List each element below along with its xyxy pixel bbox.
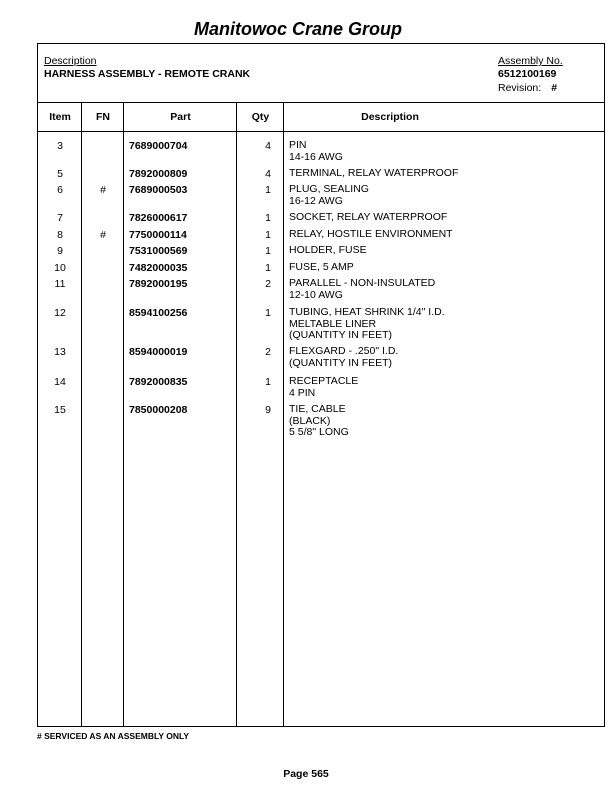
revision-label: Revision:: [498, 82, 542, 94]
part-number: 7750000114: [129, 229, 187, 241]
company-title: Manitowoc Crane Group: [193, 19, 402, 39]
description-line: TERMINAL, RELAY WATERPROOF: [289, 167, 459, 179]
part-number: 7689000503: [129, 184, 188, 196]
part-description: [289, 168, 458, 180]
description-line: FLEXGARD - .250" I.D.: [289, 345, 399, 357]
part-description: [289, 184, 369, 207]
description-line: (QUANTITY IN FEET): [289, 356, 393, 369]
item-number: 15: [54, 404, 66, 416]
quantity: 4: [265, 168, 271, 180]
part-description: [289, 376, 358, 399]
part-number: 7892000195: [129, 278, 188, 290]
quantity: 9: [265, 404, 271, 416]
description-line: 4 PIN: [289, 386, 316, 399]
assembly-header: [38, 44, 604, 103]
part-description: [289, 278, 435, 301]
quantity: 1: [265, 376, 271, 388]
description-line: HOLDER, FUSE: [289, 244, 367, 256]
description-line: PARALLEL - NON-INSULATED: [289, 277, 436, 289]
part-number: 7892000809: [129, 168, 188, 180]
part-description: [289, 245, 367, 257]
part-number: 7826000617: [129, 212, 188, 224]
parts-list-frame: [37, 43, 605, 727]
part-description: [289, 229, 453, 241]
quantity: 1: [265, 307, 271, 319]
column-header-fn: FN: [96, 111, 110, 123]
item-number: 10: [54, 262, 66, 274]
column-header-part: Part: [170, 111, 191, 123]
part-number: 8594000019: [129, 346, 188, 358]
quantity: 2: [265, 278, 271, 290]
description-line: (QUANTITY IN FEET): [289, 329, 393, 341]
assembly-number: 6512100169: [498, 68, 557, 80]
part-description: [289, 140, 343, 163]
description-line: SOCKET, RELAY WATERPROOF: [289, 211, 448, 223]
description-line: MELTABLE LINER: [289, 317, 377, 330]
description-label: Description: [44, 55, 97, 67]
column-divider: [283, 103, 284, 726]
description-line: TIE, CABLE: [289, 403, 346, 415]
quantity: 1: [265, 262, 271, 274]
footnote: # SERVICED AS AN ASSEMBLY ONLY: [37, 731, 190, 741]
revision: [498, 82, 557, 94]
column-header-qty: Qty: [251, 111, 270, 123]
quantity: 1: [265, 245, 271, 257]
item-number: 14: [54, 376, 66, 388]
quantity: 1: [265, 184, 271, 196]
description-line: PLUG, SEALING: [289, 183, 369, 195]
part-number: 8594100256: [129, 307, 188, 319]
part-description: [289, 346, 398, 369]
item-number: 6: [57, 184, 63, 196]
description-line: FUSE, 5 AMP: [289, 261, 354, 273]
description-line: 14-16 AWG: [289, 150, 343, 163]
item-number: 8: [57, 229, 63, 241]
part-number: 7892000835: [129, 376, 188, 388]
description-line: 12-10 AWG: [289, 288, 343, 301]
description-line: 16-12 AWG: [289, 194, 343, 207]
quantity: 2: [265, 346, 271, 358]
part-number: 7531000569: [129, 245, 188, 257]
part-number: 7689000704: [129, 140, 188, 152]
description-line: RELAY, HOSTILE ENVIRONMENT: [289, 228, 453, 240]
column-header-description: Description: [361, 111, 419, 123]
quantity: 1: [265, 212, 271, 224]
fn-marker: #: [100, 229, 106, 241]
description-line: RECEPTACLE: [289, 375, 359, 387]
assembly-number-label: Assembly No.: [498, 55, 563, 67]
item-number: 5: [57, 168, 63, 180]
column-header-item: Item: [49, 111, 71, 123]
part-description: [289, 212, 447, 224]
column-divider: [123, 103, 124, 726]
item-number: 3: [57, 140, 63, 152]
part-description: [289, 262, 354, 274]
item-number: 9: [57, 245, 63, 257]
description-line: TUBING, HEAT SHRINK 1/4" I.D.: [289, 306, 445, 318]
revision-value: #: [551, 82, 558, 94]
description-line: (BLACK): [289, 414, 331, 427]
part-description: [289, 404, 349, 439]
description-line: PIN: [289, 139, 307, 151]
part-description: [289, 307, 445, 342]
description-line: 5 5/8" LONG: [289, 426, 349, 438]
item-number: 11: [54, 278, 66, 290]
part-number: 7482000035: [129, 262, 188, 274]
part-number: 7850000208: [129, 404, 188, 416]
quantity: 1: [265, 229, 271, 241]
quantity: 4: [265, 140, 271, 152]
assembly-description: HARNESS ASSEMBLY - REMOTE CRANK: [44, 68, 251, 80]
item-number: 13: [54, 346, 66, 358]
item-number: 7: [57, 212, 63, 224]
item-number: 12: [54, 307, 66, 319]
fn-marker: #: [100, 184, 106, 196]
page-number: Page 565: [283, 768, 329, 780]
